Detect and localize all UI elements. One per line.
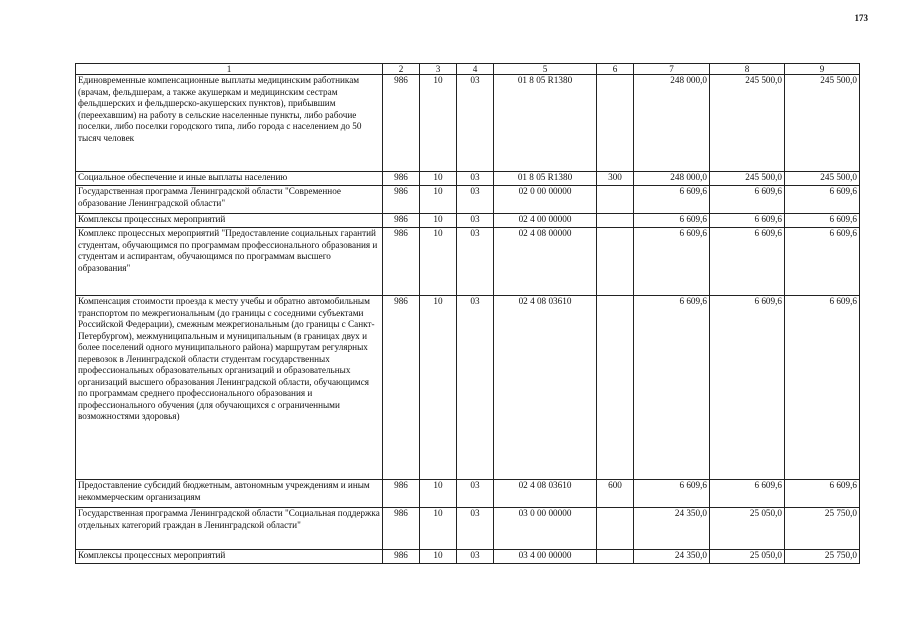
header-cell: 5 [494,64,597,75]
expense-type-cell [597,228,634,296]
subsection-cell: 03 [457,172,494,186]
target-article-cell: 01 8 05 R1380 [494,172,597,186]
target-article-cell: 02 4 08 03610 [494,480,597,508]
header-cell: 1 [76,64,383,75]
subsection-cell: 03 [457,75,494,172]
expense-type-cell [597,186,634,214]
amount-cell: 248 000,0 [634,172,710,186]
table-row [76,480,860,508]
amount-cell: 6 609,6 [785,214,860,228]
expense-type-cell: 600 [597,480,634,508]
admin-code-cell: 986 [383,228,420,296]
row-name-cell: Компенсация стоимости проезда к месту учебы и обратно автомобильным транспортом по межрегиональным (до границы с соседними субъектами Российской Федерации), смежным межрегиональным (до границы с Санкт-Петербургом), межмуниципальным и муниципальным (в границах двух и более поселений одного муниципального района) маршрутам регулярных перевозок в Ленинградской области студентам государственных профессиональных образовательных организаций и образовательных организаций высшего образования Ленинградской области, обучающимся по программам среднего профессионального образования и профессионального обучения (для обучающихся с ограниченными возможностями здоровья) [76,296,383,480]
admin-code-cell: 986 [383,480,420,508]
table-row [76,186,860,214]
expense-type-cell [597,550,634,564]
header-cell: 3 [420,64,457,75]
section-cell: 10 [420,186,457,214]
target-article-cell: 02 4 00 00000 [494,214,597,228]
target-article-cell: 02 4 08 00000 [494,228,597,296]
expense-type-cell [597,75,634,172]
page-number: 173 [854,13,868,23]
row-name-cell: Государственная программа Ленинградской области "Современное образование Ленинградской области" [76,186,383,214]
admin-code-cell: 986 [383,550,420,564]
expense-type-cell [597,214,634,228]
amount-cell: 245 500,0 [710,75,785,172]
expense-type-cell: 300 [597,172,634,186]
amount-cell: 25 750,0 [785,508,860,550]
subsection-cell: 03 [457,214,494,228]
amount-cell: 6 609,6 [710,228,785,296]
row-name-cell: Комплекс процессных мероприятий "Предоставление социальных гарантий студентам, обучающимся по программам профессионального образования и студентам и аспирантам, обучающимся по программам высшего образования" [76,228,383,296]
admin-code-cell: 986 [383,214,420,228]
amount-cell: 245 500,0 [785,172,860,186]
target-article-cell: 01 8 05 R1380 [494,75,597,172]
header-cell: 9 [785,64,860,75]
table-row [76,550,860,564]
row-name-cell: Социальное обеспечение и иные выплаты населению [76,172,383,186]
admin-code-cell: 986 [383,296,420,480]
header-cell: 6 [597,64,634,75]
row-name-cell: Комплексы процессных мероприятий [76,550,383,564]
amount-cell: 6 609,6 [785,186,860,214]
row-name-cell: Комплексы процессных мероприятий [76,214,383,228]
expense-type-cell [597,296,634,480]
header-cell: 2 [383,64,420,75]
section-cell: 10 [420,228,457,296]
table-row [76,508,860,550]
amount-cell: 6 609,6 [785,228,860,296]
section-cell: 10 [420,214,457,228]
expense-type-cell [597,508,634,550]
amount-cell: 245 500,0 [710,172,785,186]
amount-cell: 24 350,0 [634,550,710,564]
row-name-cell: Предоставление субсидий бюджетным, автономным учреждениям и иным некоммерческим организациям [76,480,383,508]
admin-code-cell: 986 [383,508,420,550]
subsection-cell: 03 [457,186,494,214]
target-article-cell: 03 0 00 00000 [494,508,597,550]
target-article-cell: 03 4 00 00000 [494,550,597,564]
section-cell: 10 [420,75,457,172]
row-name-cell: Государственная программа Ленинградской области "Социальная поддержка отдельных категорий граждан в Ленинградской области" [76,508,383,550]
header-cell: 7 [634,64,710,75]
table-row [76,75,860,172]
amount-cell: 6 609,6 [710,296,785,480]
table-row [76,214,860,228]
amount-cell: 6 609,6 [785,480,860,508]
subsection-cell: 03 [457,228,494,296]
target-article-cell: 02 0 00 00000 [494,186,597,214]
amount-cell: 6 609,6 [634,214,710,228]
subsection-cell: 03 [457,296,494,480]
subsection-cell: 03 [457,480,494,508]
header-cell: 4 [457,64,494,75]
admin-code-cell: 986 [383,172,420,186]
amount-cell: 6 609,6 [634,480,710,508]
section-cell: 10 [420,296,457,480]
amount-cell: 6 609,6 [634,296,710,480]
table-row [76,296,860,480]
table-header-row [76,64,860,75]
subsection-cell: 03 [457,508,494,550]
row-name-cell: Единовременные компенсационные выплаты медицинским работникам (врачам, фельдшерам, а также акушеркам и медицинским сестрам фельдшерских и фельдшерско-акушерских пунктов), прибывшим (переехавшим) на работу в сельские населенные пункты, либо рабочие поселки, либо поселки городского типа, либо города с населением до 50 тысяч человек [76,75,383,172]
amount-cell: 6 609,6 [785,296,860,480]
admin-code-cell: 986 [383,186,420,214]
admin-code-cell: 986 [383,75,420,172]
amount-cell: 25 750,0 [785,550,860,564]
table-row [76,228,860,296]
section-cell: 10 [420,550,457,564]
header-cell: 8 [710,64,785,75]
target-article-cell: 02 4 08 03610 [494,296,597,480]
amount-cell: 24 350,0 [634,508,710,550]
amount-cell: 25 050,0 [710,508,785,550]
subsection-cell: 03 [457,550,494,564]
amount-cell: 25 050,0 [710,550,785,564]
amount-cell: 6 609,6 [634,186,710,214]
section-cell: 10 [420,508,457,550]
amount-cell: 6 609,6 [710,214,785,228]
amount-cell: 245 500,0 [785,75,860,172]
section-cell: 10 [420,172,457,186]
table-row [76,172,860,186]
section-cell: 10 [420,480,457,508]
amount-cell: 248 000,0 [634,75,710,172]
amount-cell: 6 609,6 [634,228,710,296]
amount-cell: 6 609,6 [710,480,785,508]
amount-cell: 6 609,6 [710,186,785,214]
budget-table [75,63,860,564]
